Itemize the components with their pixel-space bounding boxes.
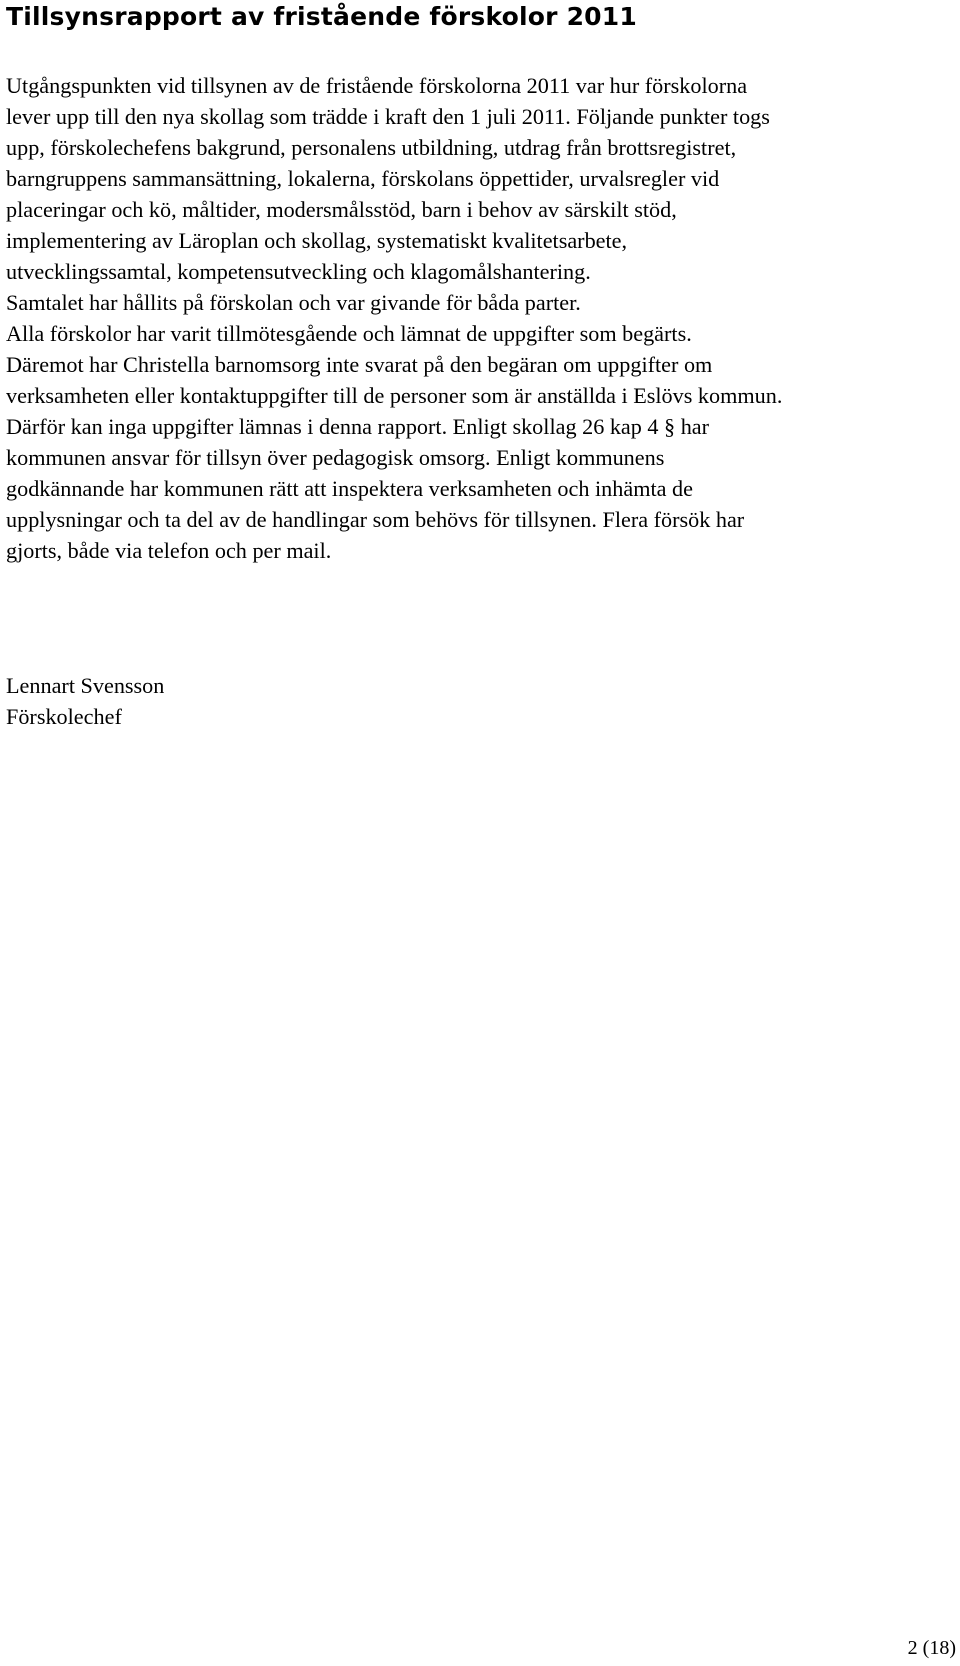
body-line: placeringar och kö, måltider, modersmålsstöd, barn i behov av särskilt stöd, (6, 197, 677, 222)
report-body (6, 70, 956, 566)
body-line: lever upp till den nya skollag som trädde i kraft den 1 juli 2011. Följande punkter togs (6, 104, 770, 129)
body-line: upplysningar och ta del av de handlingar som behövs för tillsynen. Flera försök har (6, 507, 745, 532)
body-line: godkännande har kommunen rätt att inspektera verksamheten och inhämta de (6, 476, 693, 501)
body-line: Alla förskolor har varit tillmötesgående och lämnat de uppgifter som begärts. (6, 321, 692, 346)
page-number: 2 (18) (907, 1637, 956, 1659)
body-line: implementering av Läroplan och skollag, systematiskt kvalitetsarbete, (6, 228, 628, 253)
body-line: Utgångspunkten vid tillsynen av de fristående förskolorna 2011 var hur förskolorna (6, 73, 748, 98)
signature-block (6, 670, 164, 732)
signature-name: Lennart Svensson (6, 673, 165, 698)
body-line: gjorts, både via telefon och per mail. (6, 538, 332, 563)
body-line: Däremot har Christella barnomsorg inte svarat på den begäran om uppgifter om (6, 352, 713, 377)
body-line: kommunen ansvar för tillsyn över pedagogisk omsorg. Enligt kommunens (6, 445, 665, 470)
signature-role: Förskolechef (6, 704, 122, 729)
body-line: verksamheten eller kontaktuppgifter till de personer som är anställda i Eslövs kommun. (6, 383, 783, 408)
body-line: upp, förskolechefens bakgrund, personalens utbildning, utdrag från brottsregistret, (6, 135, 737, 160)
body-line: Därför kan inga uppgifter lämnas i denna rapport. Enligt skollag 26 kap 4 § har (6, 414, 710, 439)
body-line: Samtalet har hållits på förskolan och var givande för båda parter. (6, 290, 581, 315)
body-line: barngruppens sammansättning, lokalerna, förskolans öppettider, urvalsregler vid (6, 166, 720, 191)
body-line: utvecklingssamtal, kompetensutveckling och klagomålshantering. (6, 259, 591, 284)
document-title: Tillsynsrapport av fristående förskolor 2011 (6, 2, 637, 31)
